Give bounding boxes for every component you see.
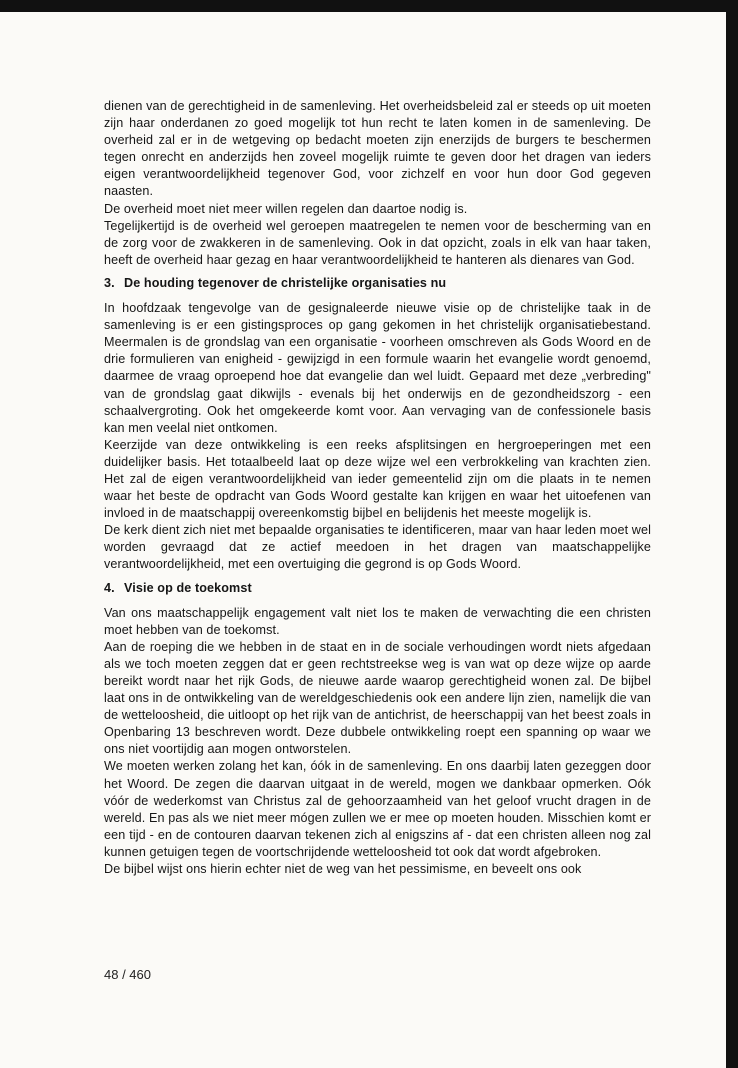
document-page <box>0 12 726 1068</box>
intro-paragraph-3: Tegelijkertijd is de overheid wel geroepen maatregelen te nemen voor de bescherming van en de zorg voor de zwakkeren in de samenleving. Ook in dat opzicht, zoals in elk van haar taken, heeft de overheid haar gezag en haar verantwoordelijkheid te hanteren als dienares van God. <box>104 218 651 267</box>
section-3-title: De houding tegenover de christelijke organisaties nu <box>124 275 447 290</box>
intro-paragraph-2: De overheid moet niet meer willen regelen dan daartoe nodig is. <box>104 201 468 216</box>
section-4-number: 4. <box>104 580 115 595</box>
section-3-heading <box>104 275 651 292</box>
section-3-number: 3. <box>104 275 115 290</box>
section-3-paragraph-3: De kerk dient zich niet met bepaalde organisaties te identificeren, maar van haar leden moet wel worden gevraagd dat ze actief meedoen in het dragen van maatschappelijke verantwoordelijkheid, met een overtuiging die gegrond is op Gods Woord. <box>104 523 651 572</box>
section-4-paragraph-2: Aan de roeping die we hebben in de staat en in de sociale verhoudingen wordt niets afgedaan als we toch moeten zeggen dat er geen rechtstreekse weg is van wat op deze wijze op aarde bereikt wordt naar het rijk Gods, de nieuwe aarde waarop gerechtigheid wonen zal. De bijbel laat ons in de ontwikkeling van de wereldgeschiedenis ook een andere lijn zien, namelijk die van de wetteloosheid, die uitloopt op het rijk van de antichrist, de heerschappij van het beest zoals in Openbaring 13 beschreven wordt. Deze dubbele ontwikkeling roept een spanning op waar we ons niet voortijdig aan mogen ontworstelen. <box>104 639 651 757</box>
section-3-paragraph-1: In hoofdzaak tengevolge van de gesignaleerde nieuwe visie op de christelijke taak in de samenleving is er een gistingsproces op gang gekomen in het christelijk organisatiebestand. Meermalen is de grondslag van een organisatie - voorheen omschreven als Gods Woord en de drie formulieren van enigheid - gewijzigd in een formule waarin het evangelie wordt genoemd, daarmee de vraag oproepend hoe dat evangelie dan wel luidt. Gepaard met deze „verbreding" van de grondslag gaat dikwijls - evenals bij het onderwijs en de gezondheidszorg - een schaalvergroting. Ook het omgekeerde komt voor. Aan vervaging van de confessionele basis kan men veelal niet ontkomen. <box>104 301 651 435</box>
section-4-heading <box>104 580 651 597</box>
page-number: 48 / 460 <box>104 967 151 982</box>
scan-border-top <box>0 0 738 12</box>
page-content <box>104 98 651 878</box>
section-4-paragraph-1: Van ons maatschappelijk engagement valt niet los te maken de verwachting die een christen moet hebben van de toekomst. <box>104 605 651 637</box>
section-4-paragraph-3: We moeten werken zolang het kan, óók in de samenleving. En ons daarbij laten gezeggen door het Woord. De zegen die daarvan uitgaat in de wereld, mogen we dankbaar opmerken. Oók vóór de wederkomst van Christus zal de gehoorzaamheid van het geloof vrucht dragen in de wereld. En pas als we niet meer mógen zullen we er mee op moeten houden. Misschien komt er een tijd - en de contouren daarvan tekenen zich al enigszins af - dat een christen alleen nog zal kunnen getuigen tegen de voortschrijdende wetteloosheid tot ook dat wordt afgebroken. <box>104 759 651 859</box>
section-4-title: Visie op de toekomst <box>124 580 252 595</box>
section-3-paragraph-2: Keerzijde van deze ontwikkeling is een reeks afsplitsingen en hergroeperingen met een duidelijker basis. Het totaalbeeld laat op deze wijze wel een verbrokkeling van krachten zien. Het zal de eigen verantwoordelijkheid van ieder gemeentelid zijn om die plaats in te nemen waar het beste de opdracht van Gods Woord gestalte kan krijgen en waar het uitoefenen van invloed in de maatschappij overeenkomstig bijbel en belijdenis het meeste mogelijk is. <box>104 437 651 521</box>
intro-paragraph-1: dienen van de gerechtigheid in de samenleving. Het overheidsbeleid zal er steeds op uit moeten zijn haar onderdanen zo goed mogelijk tot hun recht te laten komen in de samenleving. De overheid zal er in de wetgeving op bedacht moeten zijn enerzijds de burgers te beschermen tegen onrecht en anderzijds hen zoveel mogelijk ruimte te geven door het dragen van ieders eigen verantwoordelijkheid tegenover God, voor zichzelf en voor hun door God gegeven naasten. <box>104 99 651 199</box>
scan-border-right <box>726 0 738 1068</box>
section-4-paragraph-4: De bijbel wijst ons hierin echter niet de weg van het pessimisme, en beveelt ons ook <box>104 862 582 877</box>
